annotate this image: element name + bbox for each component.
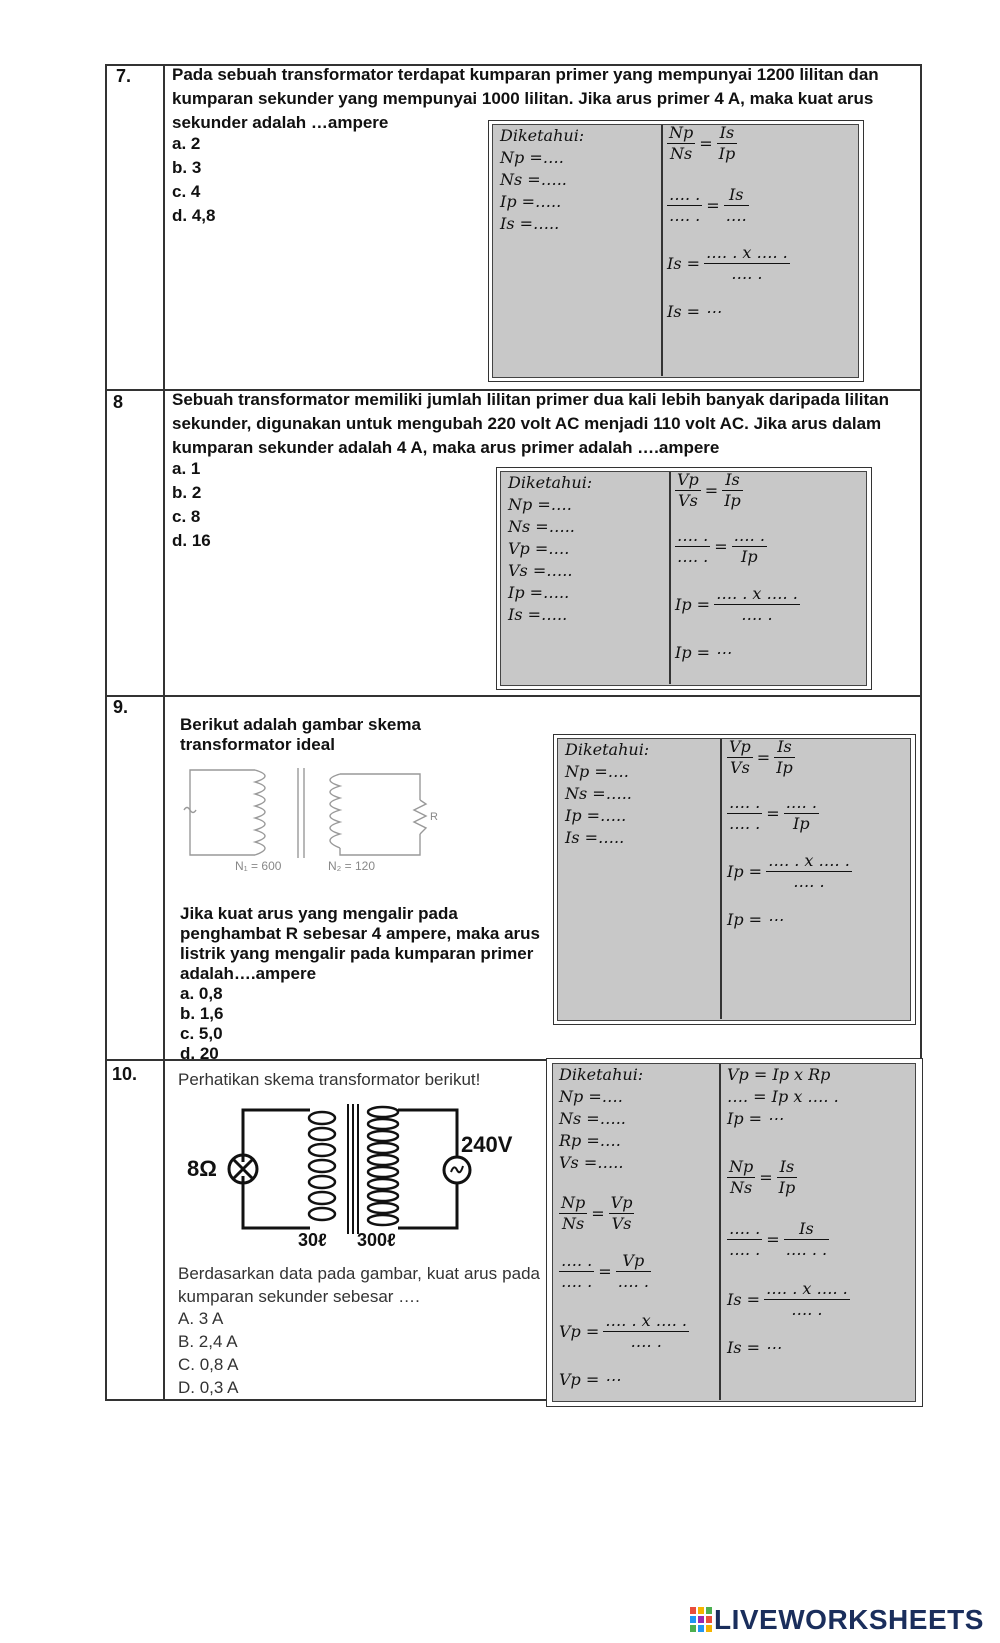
option-b[interactable]: B. 2,4 A xyxy=(178,1332,238,1351)
question-7-options xyxy=(172,132,215,228)
q7-formula-ratio: $\frac{Np}{Ns}$ = $\frac{Is}{Ip}$ xyxy=(669,123,736,163)
ohm-result-line: Ip = ⋯ xyxy=(727,1109,784,1128)
option-c[interactable]: c. 8 xyxy=(172,507,201,526)
q7-formula-substitute: $\frac{\dots. .}{\dots. .}$ = $\frac{Is}{\dots.}$ xyxy=(669,185,747,225)
voltmeter-icon xyxy=(444,1157,470,1183)
q9-formula-solve: Ip = $\frac{\dots. . x \dots. .}{\dots. .}$ xyxy=(727,851,850,891)
option-d[interactable]: d. 20 xyxy=(180,1044,219,1063)
known-ip: Ip =….. xyxy=(500,192,562,211)
question-10-text: Berdasarkan data pada gambar, kuat arus pada kumparan sekunder sebesar …. xyxy=(178,1264,540,1306)
secondary-circuit xyxy=(398,1110,457,1228)
option-d[interactable]: D. 0,3 A xyxy=(178,1378,239,1397)
q10-right-substitute: $\frac{\dots. .}{\dots. .}$ = $\frac{Is}{\dots. . .}$ xyxy=(729,1219,828,1259)
q10-left-ratio: $\frac{Np}{Ns}$ = $\frac{Vp}{Vs}$ xyxy=(561,1193,633,1233)
option-c[interactable]: C. 0,8 A xyxy=(178,1355,239,1374)
known-label: Diketahui: xyxy=(559,1065,644,1084)
known-is: Is =….. xyxy=(508,605,568,624)
option-c[interactable]: c. 5,0 xyxy=(180,1024,223,1043)
q8-formula-result: Ip = ⋯ xyxy=(675,643,732,662)
ohm-law-line: Vp = Ip x Rp xyxy=(727,1065,831,1084)
diagram-label-resistor: 8Ω xyxy=(187,1156,217,1181)
q10-right-result: Is = ⋯ xyxy=(727,1338,782,1357)
ohm-substitute-line: …. = Ip x …. . xyxy=(727,1087,839,1106)
known-vs: Vs =….. xyxy=(559,1153,624,1172)
logo-text: LIVEWORKSHEETS xyxy=(714,1604,984,1635)
diagram-label-n1: 30ℓ xyxy=(298,1230,327,1250)
question-7-number: 7. xyxy=(116,66,132,86)
primary-coil-icon xyxy=(255,770,265,855)
question-8-text: Sebuah transformator memiliki jumlah lilitan primer dua kali lebih banyak daripada lilitan sekunder, digunakan untuk mengubah 220 volt AC menjadi 110 volt AC. Jika arus dalam kumparan sekunder adalah 4 A, maka arus primer adalah ….ampere xyxy=(172,390,890,457)
q7-known-list xyxy=(500,125,584,235)
option-d[interactable]: d. 16 xyxy=(172,531,211,550)
transformer-diagram xyxy=(180,760,460,885)
question-9-number: 9. xyxy=(113,697,129,717)
q9-formula-result: Ip = ⋯ xyxy=(727,910,784,929)
question-8-number: 8 xyxy=(113,392,124,412)
known-ip: Ip =….. xyxy=(508,583,570,602)
q10-known-list xyxy=(559,1064,643,1174)
known-np: Np =…. xyxy=(559,1087,623,1106)
q10-work-box xyxy=(546,1058,923,1407)
option-b[interactable]: b. 2 xyxy=(172,483,202,502)
known-label: Diketahui: xyxy=(508,473,593,492)
diagram-label-r: R xyxy=(430,811,438,823)
known-ns: Ns =….. xyxy=(559,1109,626,1128)
option-a[interactable]: a. 1 xyxy=(172,459,201,478)
known-ns: Ns =….. xyxy=(565,784,632,803)
diagram-label-n2: N₂ = 120 xyxy=(328,859,376,873)
primary-circuit xyxy=(243,1110,310,1228)
q10-right-solve: Is = $\frac{\dots. . x \dots. .}{\dots. .}$ xyxy=(727,1279,848,1319)
secondary-circuit xyxy=(340,774,420,855)
known-rp: Rp =…. xyxy=(559,1131,621,1150)
diagram-label-n1: N₁ = 600 xyxy=(235,859,282,873)
known-np: Np =…. xyxy=(508,495,572,514)
q7-formula-result: Is = ⋯ xyxy=(667,302,722,321)
option-a[interactable]: A. 3 A xyxy=(178,1309,224,1328)
q7-work-box xyxy=(488,120,864,382)
q8-work-box xyxy=(496,467,872,690)
known-label: Diketahui: xyxy=(565,740,650,759)
q9-formula-substitute: $\frac{\dots. .}{\dots. .}$ = $\frac{\dots. .}{Ip}$ xyxy=(729,793,817,833)
q10-right-ratio: $\frac{Np}{Ns}$ = $\frac{Is}{Ip}$ xyxy=(729,1157,796,1197)
option-a[interactable]: a. 0,8 xyxy=(180,984,223,1003)
known-label: Diketahui: xyxy=(500,126,585,145)
q10-right-ohm xyxy=(727,1064,839,1130)
question-10-intro: Perhatikan skema transformator berikut! xyxy=(178,1070,481,1089)
secondary-coil-icon xyxy=(330,774,340,848)
known-ip: Ip =….. xyxy=(565,806,627,825)
q9-known-list xyxy=(565,739,649,849)
known-is: Is =….. xyxy=(565,828,625,847)
option-d[interactable]: d. 4,8 xyxy=(172,206,216,225)
question-10-options xyxy=(178,1307,238,1399)
known-vp: Vp =…. xyxy=(508,539,570,558)
logo-grid-icon xyxy=(690,1607,712,1633)
question-9-text: Jika kuat arus yang mengalir pada penghambat R sebesar 4 ampere, maka arus listrik yang mengalir pada kumparan primer adalah….ampere xyxy=(180,904,540,983)
known-is: Is =….. xyxy=(500,214,560,233)
option-b[interactable]: b. 1,6 xyxy=(180,1004,224,1023)
diagram-label-voltage: 240V xyxy=(461,1132,513,1157)
known-vs: Vs =….. xyxy=(508,561,573,580)
diagram-label-n2: 300ℓ xyxy=(357,1230,396,1250)
q10-left-solve: Vp = $\frac{\dots. . x \dots. .}{\dots. .}$ xyxy=(559,1311,688,1351)
secondary-coil-icon xyxy=(368,1107,398,1225)
option-c[interactable]: c. 4 xyxy=(172,182,201,201)
option-b[interactable]: b. 3 xyxy=(172,158,202,177)
resistor-icon xyxy=(414,800,426,834)
known-np: Np =…. xyxy=(500,148,564,167)
q8-known-list xyxy=(508,472,592,626)
question-10-number: 10. xyxy=(112,1064,138,1084)
question-9-intro: Berikut adalah gambar skema transformator ideal xyxy=(180,715,421,754)
known-np: Np =…. xyxy=(565,762,629,781)
known-ns: Ns =….. xyxy=(500,170,567,189)
q9-work-box xyxy=(553,734,916,1025)
transformer-circuit-diagram xyxy=(185,1100,525,1250)
transformer-core xyxy=(348,1104,358,1234)
option-a[interactable]: a. 2 xyxy=(172,134,201,153)
q8-formula-solve: Ip = $\frac{\dots. . x \dots. .}{\dots. .}$ xyxy=(675,584,798,624)
q10-left-substitute: $\frac{\dots. .}{\dots. .}$ = $\frac{Vp}{\dots. .}$ xyxy=(561,1251,649,1291)
q7-formula-solve: Is = $\frac{\dots. . x \dots. .}{\dots. .}$ xyxy=(667,243,788,283)
known-ns: Ns =….. xyxy=(508,517,575,536)
primary-coil-icon xyxy=(309,1112,335,1220)
primary-circuit xyxy=(190,770,255,855)
q10-left-result: Vp = ⋯ xyxy=(559,1370,621,1389)
liveworksheets-logo xyxy=(690,1604,984,1636)
question-9-options xyxy=(180,984,223,1064)
question-7-text: Pada sebuah transformator terdapat kumparan primer yang mempunyai 1200 lilitan dan kumparan sekunder yang mempunyai 1000 lilitan. Jika arus primer 4 A, maka kuat arus sekunder adalah …ampere xyxy=(172,65,879,132)
question-8-options xyxy=(172,457,211,553)
q8-formula-ratio: $\frac{Vp}{Vs}$ = $\frac{Is}{Ip}$ xyxy=(677,470,741,510)
q8-formula-substitute: $\frac{\dots. .}{\dots. .}$ = $\frac{\dots. .}{Ip}$ xyxy=(677,526,765,566)
q9-formula-ratio: $\frac{Vp}{Vs}$ = $\frac{Is}{Ip}$ xyxy=(729,737,793,777)
